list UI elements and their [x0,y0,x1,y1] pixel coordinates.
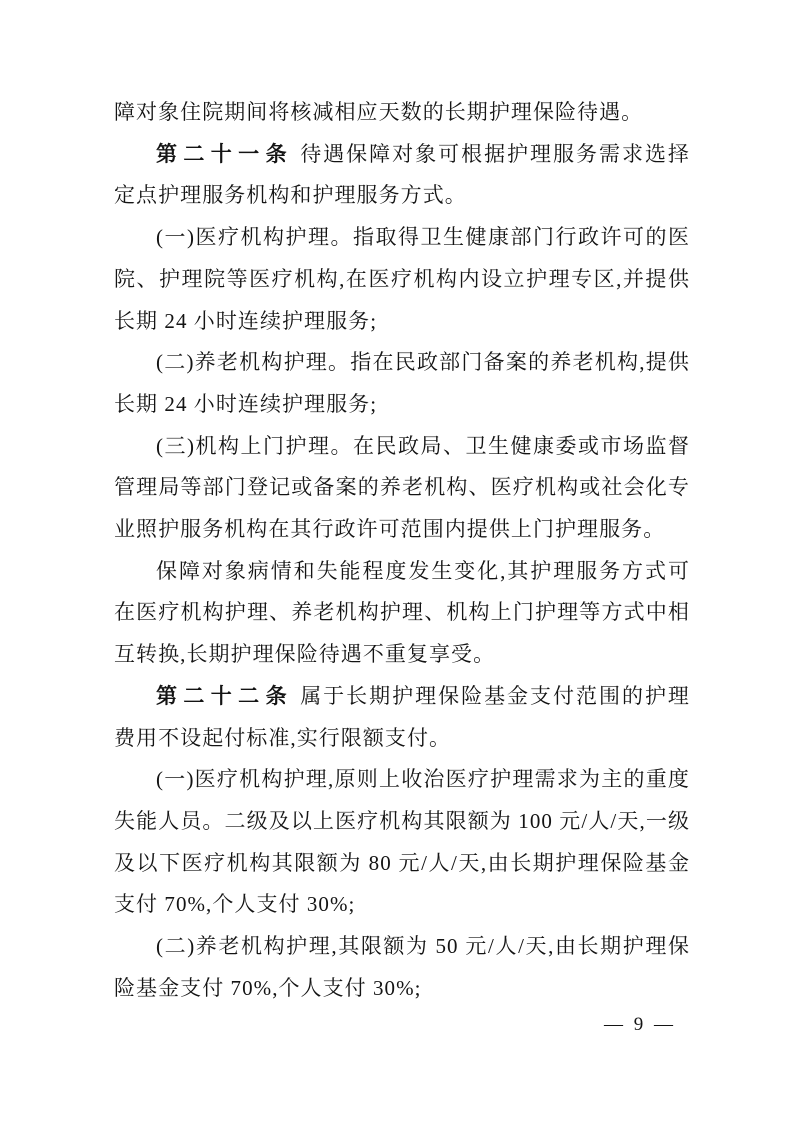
article-number: 第二十二条 [156,684,293,708]
paragraph-7 [114,676,690,759]
paragraph-text: (二)养老机构护理。指在民政部门备案的养老机构,提供长期 24 小时连续护理服务; [114,350,690,416]
paragraph-6 [114,551,690,676]
paragraph-text: (三)机构上门护理。在民政局、卫生健康委或市场监督管理局等部门登记或备案的养老机构、医疗机构或社会化专业照护服务机构在其行政许可范围内提供上门护理服务。 [114,433,690,542]
paragraph-text: 保障对象病情和失能程度发生变化,其护理服务方式可在医疗机构护理、养老机构护理、机构上门护理等方式中相互转换,长期护理保险待遇不重复享受。 [114,558,690,667]
article-number: 第二十一条 [156,142,293,166]
paragraph-text: (二)养老机构护理,其限额为 50 元/人/天,由长期护理保险基金支付 70%,个人支付 30%; [114,934,690,1000]
paragraph-text: 属于长期护理保险基金支付范围的护理费用不设起付标准,实行限额支付。 [114,683,690,750]
paragraph-1 [114,92,690,134]
paragraph-5 [114,426,690,551]
paragraph-text: (一)医疗机构护理,原则上收治医疗护理需求为主的重度失能人员。二级及以上医疗机构其限额为 100 元/人/天,一级及以下医疗机构其限额为 80 元/人/天,由长期护理保险基金支付 70%,个人支付 30%; [114,767,690,917]
paragraph-4 [114,342,690,425]
paragraph-2 [114,134,690,217]
paragraph-text: (一)医疗机构护理。指取得卫生健康部门行政许可的医院、护理院等医疗机构,在医疗机构内设立护理专区,并提供长期 24 小时连续护理服务; [114,225,690,333]
document-body [114,92,690,1009]
paragraph-text: 待遇保障对象可根据护理服务需求选择定点护理服务机构和护理服务方式。 [114,141,690,208]
paragraph-9 [114,926,690,1009]
paragraph-3 [114,217,690,342]
paragraph-8 [114,759,690,926]
paragraph-text: 障对象住院期间将核减相应天数的长期护理保险待遇。 [114,100,644,124]
page-number: — 9 — [604,1014,676,1035]
